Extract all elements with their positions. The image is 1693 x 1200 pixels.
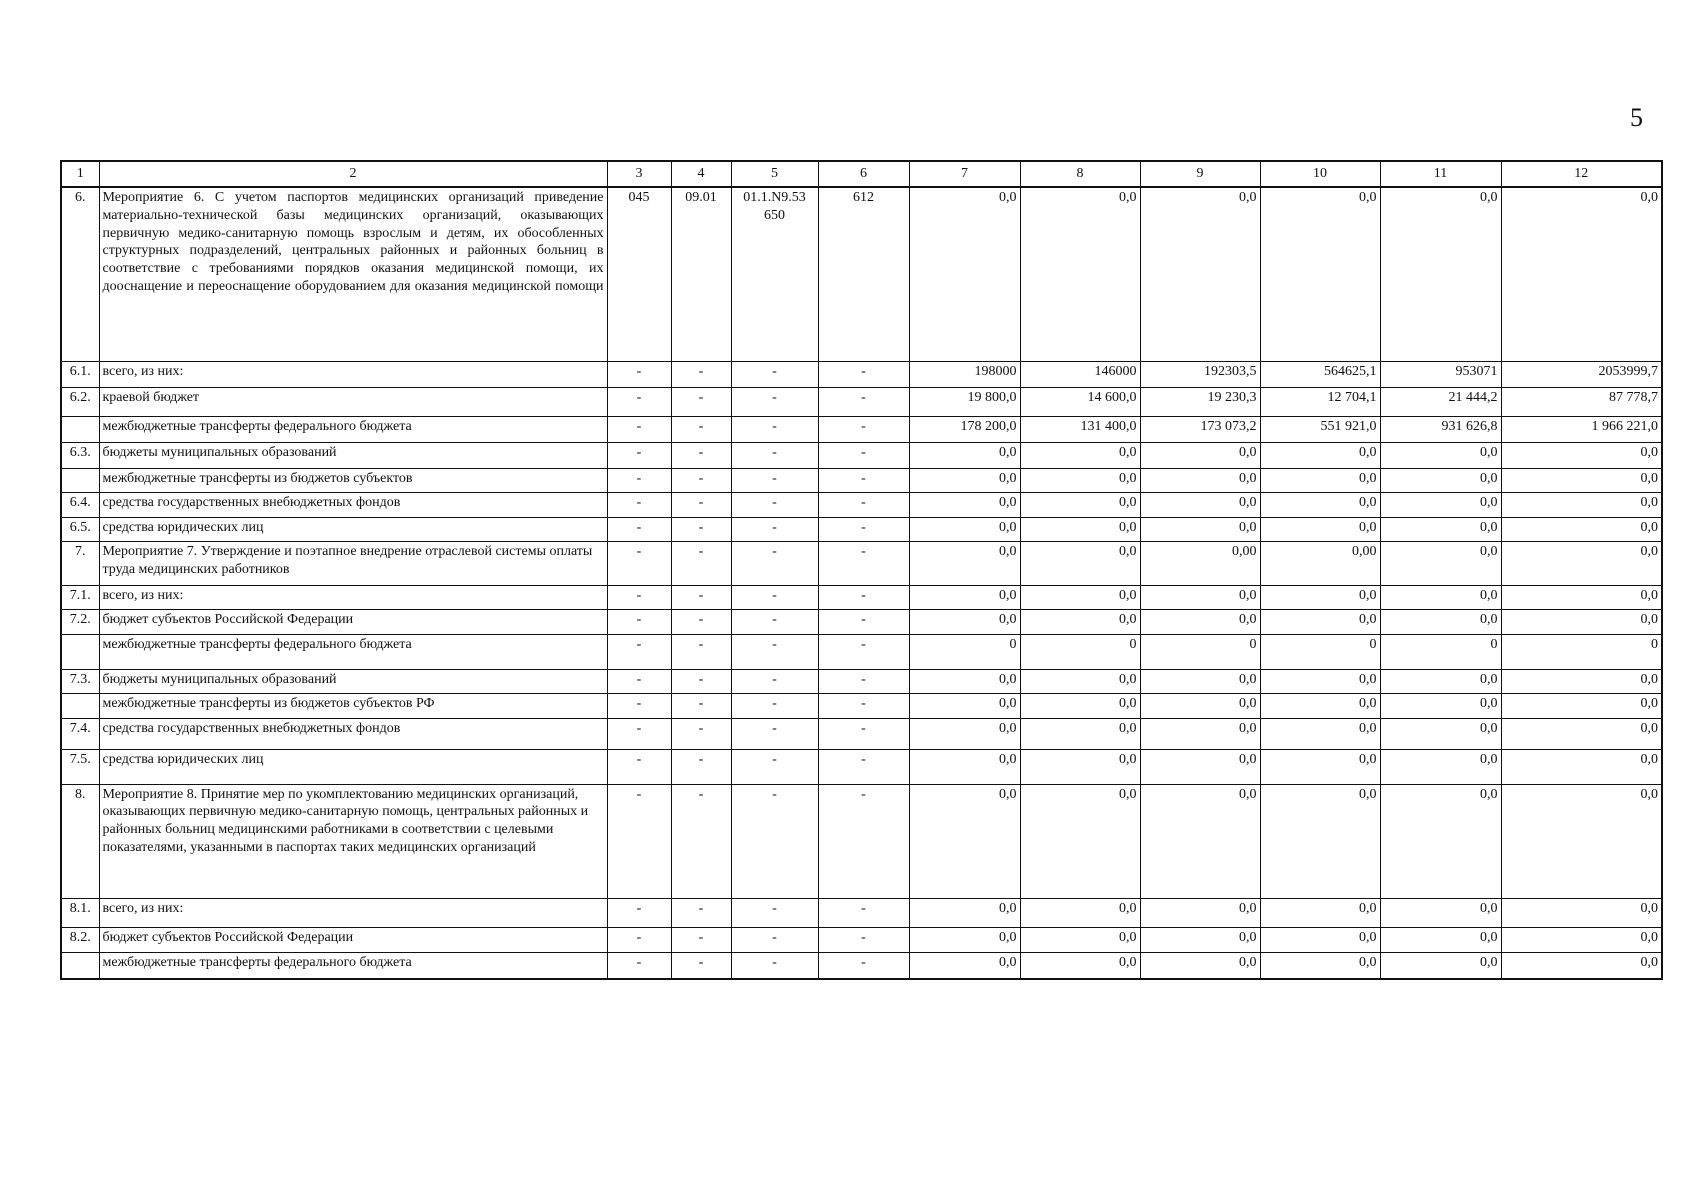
row-name: бюджет субъектов Российской Федерации xyxy=(99,609,607,634)
table-row xyxy=(61,469,1662,493)
value-cell: 0,0 xyxy=(1380,928,1501,953)
value-cell: 0,0 xyxy=(1501,542,1662,586)
value-cell: 0,0 xyxy=(1380,609,1501,634)
table-row xyxy=(61,898,1662,927)
row-number: 7.3. xyxy=(61,670,99,694)
table-row xyxy=(61,585,1662,609)
target-article-cell: - xyxy=(731,953,818,979)
section-code-cell: - xyxy=(671,719,731,749)
value-cell: 1 966 221,0 xyxy=(1501,417,1662,443)
section-code-cell: - xyxy=(671,953,731,979)
value-cell: 0,0 xyxy=(909,585,1020,609)
row-name: Мероприятие 8. Принятие мер по укомплектованию медицинских организаций, оказывающих первичную медико-санитарную помощь, центральных районных и районных больниц медицинскими работниками в соответствии с целевыми показателями, указанными в паспортах таких медицинских организаций xyxy=(99,784,607,898)
target-article-cell: - xyxy=(731,719,818,749)
value-cell: 0,0 xyxy=(1380,898,1501,927)
expense-type-cell: - xyxy=(818,784,909,898)
table-row xyxy=(61,443,1662,469)
expense-type-cell: - xyxy=(818,361,909,387)
column-header: 10 xyxy=(1260,161,1380,187)
table-row xyxy=(61,493,1662,518)
table-row xyxy=(61,417,1662,443)
value-cell: 0,0 xyxy=(1260,953,1380,979)
gov-code-cell: - xyxy=(607,417,671,443)
section-code-cell: - xyxy=(671,469,731,493)
value-cell: 0,00 xyxy=(1260,542,1380,586)
value-cell: 0,0 xyxy=(1260,694,1380,719)
gov-code-cell: - xyxy=(607,518,671,542)
row-number: 7.1. xyxy=(61,585,99,609)
table-row xyxy=(61,928,1662,953)
section-code-cell: - xyxy=(671,898,731,927)
gov-code-cell: - xyxy=(607,634,671,670)
gov-code-cell: - xyxy=(607,719,671,749)
value-cell: 131 400,0 xyxy=(1020,417,1140,443)
row-number: 6. xyxy=(61,187,99,361)
value-cell: 0,0 xyxy=(1501,493,1662,518)
value-cell: 0,0 xyxy=(1020,953,1140,979)
gov-code-cell: - xyxy=(607,387,671,416)
value-cell: 173 073,2 xyxy=(1140,417,1260,443)
gov-code-cell: - xyxy=(607,784,671,898)
row-name: бюджет субъектов Российской Федерации xyxy=(99,928,607,953)
value-cell: 14 600,0 xyxy=(1020,387,1140,416)
column-header: 7 xyxy=(909,161,1020,187)
value-cell: 0 xyxy=(1020,634,1140,670)
row-name: межбюджетные трансферты федерального бюджета xyxy=(99,417,607,443)
value-cell: 0,0 xyxy=(1380,493,1501,518)
value-cell: 0,0 xyxy=(1501,518,1662,542)
value-cell: 0,0 xyxy=(1501,898,1662,927)
table-row xyxy=(61,518,1662,542)
value-cell: 0,0 xyxy=(1140,719,1260,749)
value-cell: 0,0 xyxy=(1020,585,1140,609)
value-cell: 0,0 xyxy=(1380,749,1501,784)
section-code-cell: - xyxy=(671,784,731,898)
target-article-cell: - xyxy=(731,928,818,953)
table-row xyxy=(61,749,1662,784)
value-cell: 0,0 xyxy=(1140,493,1260,518)
column-header: 9 xyxy=(1140,161,1260,187)
value-cell: 0,0 xyxy=(1380,187,1501,361)
value-cell: 19 800,0 xyxy=(909,387,1020,416)
value-cell: 0,0 xyxy=(909,609,1020,634)
value-cell: 0,0 xyxy=(1260,749,1380,784)
section-code-cell: - xyxy=(671,493,731,518)
row-name: средства государственных внебюджетных фондов xyxy=(99,493,607,518)
row-name: краевой бюджет xyxy=(99,387,607,416)
expense-type-cell: - xyxy=(818,719,909,749)
value-cell: 0,0 xyxy=(1380,719,1501,749)
section-code-cell: 09.01 xyxy=(671,187,731,361)
gov-code-cell: - xyxy=(607,469,671,493)
row-number: 8. xyxy=(61,784,99,898)
row-name: всего, из них: xyxy=(99,585,607,609)
row-name: межбюджетные трансферты из бюджетов субъектов xyxy=(99,469,607,493)
value-cell: 0,0 xyxy=(1501,953,1662,979)
table-row xyxy=(61,719,1662,749)
value-cell: 0,0 xyxy=(1260,469,1380,493)
value-cell: 0,0 xyxy=(1020,518,1140,542)
target-article-cell: - xyxy=(731,518,818,542)
value-cell: 0,0 xyxy=(909,749,1020,784)
value-cell: 0,0 xyxy=(1380,469,1501,493)
row-number: 7. xyxy=(61,542,99,586)
value-cell: 0,0 xyxy=(1140,609,1260,634)
row-number: 6.4. xyxy=(61,493,99,518)
value-cell: 0,0 xyxy=(1140,953,1260,979)
value-cell: 0,0 xyxy=(1380,542,1501,586)
column-header: 5 xyxy=(731,161,818,187)
table-row xyxy=(61,634,1662,670)
row-name: средства юридических лиц xyxy=(99,749,607,784)
section-code-cell: - xyxy=(671,518,731,542)
row-name: межбюджетные трансферты федерального бюджета xyxy=(99,953,607,979)
row-number: 7.5. xyxy=(61,749,99,784)
value-cell: 0,0 xyxy=(1260,443,1380,469)
value-cell: 0,0 xyxy=(909,898,1020,927)
section-code-cell: - xyxy=(671,609,731,634)
value-cell: 0,0 xyxy=(1501,609,1662,634)
value-cell: 0,0 xyxy=(1380,953,1501,979)
value-cell: 0,0 xyxy=(1140,187,1260,361)
expense-type-cell: - xyxy=(818,694,909,719)
value-cell: 0,0 xyxy=(909,493,1020,518)
expense-type-cell: 612 xyxy=(818,187,909,361)
value-cell: 0,0 xyxy=(1260,493,1380,518)
value-cell: 12 704,1 xyxy=(1260,387,1380,416)
value-cell: 0 xyxy=(1260,634,1380,670)
row-number: 7.4. xyxy=(61,719,99,749)
value-cell: 0 xyxy=(909,634,1020,670)
value-cell: 0,0 xyxy=(1020,670,1140,694)
column-header: 12 xyxy=(1501,161,1662,187)
row-name: бюджеты муниципальных образований xyxy=(99,443,607,469)
value-cell: 21 444,2 xyxy=(1380,387,1501,416)
target-article-cell: - xyxy=(731,493,818,518)
value-cell: 0,0 xyxy=(1020,443,1140,469)
value-cell: 0,0 xyxy=(1020,609,1140,634)
value-cell: 0,0 xyxy=(1380,784,1501,898)
table-row xyxy=(61,387,1662,416)
row-number xyxy=(61,953,99,979)
row-number: 8.1. xyxy=(61,898,99,927)
expense-type-cell: - xyxy=(818,609,909,634)
budget-table xyxy=(60,160,1663,980)
table-row xyxy=(61,784,1662,898)
row-number: 6.2. xyxy=(61,387,99,416)
expense-type-cell: - xyxy=(818,585,909,609)
target-article-cell: - xyxy=(731,417,818,443)
row-name: всего, из них: xyxy=(99,361,607,387)
target-article-cell: - xyxy=(731,585,818,609)
value-cell: 0,0 xyxy=(1140,670,1260,694)
value-cell: 0,0 xyxy=(1260,585,1380,609)
value-cell: 2053999,7 xyxy=(1501,361,1662,387)
value-cell: 931 626,8 xyxy=(1380,417,1501,443)
value-cell: 0,0 xyxy=(1501,719,1662,749)
value-cell: 0,0 xyxy=(1260,609,1380,634)
value-cell: 192303,5 xyxy=(1140,361,1260,387)
value-cell: 0,0 xyxy=(1501,694,1662,719)
value-cell: 0,0 xyxy=(1380,670,1501,694)
value-cell: 0,0 xyxy=(909,443,1020,469)
section-code-cell: - xyxy=(671,585,731,609)
row-name: Мероприятие 7. Утверждение и поэтапное внедрение отраслевой системы оплаты труда медицинских работников xyxy=(99,542,607,586)
gov-code-cell: - xyxy=(607,361,671,387)
section-code-cell: - xyxy=(671,670,731,694)
value-cell: 0,0 xyxy=(1501,443,1662,469)
expense-type-cell: - xyxy=(818,493,909,518)
value-cell: 0,0 xyxy=(909,542,1020,586)
gov-code-cell: 045 xyxy=(607,187,671,361)
column-header: 4 xyxy=(671,161,731,187)
target-article-cell: - xyxy=(731,542,818,586)
table-row xyxy=(61,670,1662,694)
table-row xyxy=(61,361,1662,387)
table-body xyxy=(61,187,1662,979)
value-cell: 0,0 xyxy=(1501,749,1662,784)
value-cell: 0,0 xyxy=(1260,518,1380,542)
expense-type-cell: - xyxy=(818,542,909,586)
section-code-cell: - xyxy=(671,694,731,719)
gov-code-cell: - xyxy=(607,898,671,927)
value-cell: 0,0 xyxy=(1140,469,1260,493)
value-cell: 0,0 xyxy=(909,670,1020,694)
value-cell: 19 230,3 xyxy=(1140,387,1260,416)
target-article-cell: - xyxy=(731,443,818,469)
value-cell: 0,0 xyxy=(1380,518,1501,542)
target-article-cell: 01.1.N9.53 650 xyxy=(731,187,818,361)
section-code-cell: - xyxy=(671,443,731,469)
row-name: межбюджетные трансферты федерального бюджета xyxy=(99,634,607,670)
column-header: 8 xyxy=(1020,161,1140,187)
expense-type-cell: - xyxy=(818,953,909,979)
column-header: 11 xyxy=(1380,161,1501,187)
value-cell: 0,0 xyxy=(1380,585,1501,609)
row-name: средства государственных внебюджетных фондов xyxy=(99,719,607,749)
value-cell: 0,0 xyxy=(1020,784,1140,898)
value-cell: 0,0 xyxy=(1020,187,1140,361)
value-cell: 0,0 xyxy=(1501,187,1662,361)
gov-code-cell: - xyxy=(607,443,671,469)
expense-type-cell: - xyxy=(818,387,909,416)
section-code-cell: - xyxy=(671,928,731,953)
value-cell: 0,00 xyxy=(1140,542,1260,586)
value-cell: 0,0 xyxy=(1501,585,1662,609)
value-cell: 0,0 xyxy=(1380,443,1501,469)
row-number xyxy=(61,469,99,493)
value-cell: 0,0 xyxy=(1260,719,1380,749)
value-cell: 87 778,7 xyxy=(1501,387,1662,416)
gov-code-cell: - xyxy=(607,953,671,979)
target-article-cell: - xyxy=(731,469,818,493)
value-cell: 0,0 xyxy=(1260,187,1380,361)
expense-type-cell: - xyxy=(818,670,909,694)
value-cell: 0 xyxy=(1501,634,1662,670)
table-row xyxy=(61,694,1662,719)
section-code-cell: - xyxy=(671,417,731,443)
target-article-cell: - xyxy=(731,634,818,670)
value-cell: 0,0 xyxy=(1140,694,1260,719)
value-cell: 146000 xyxy=(1020,361,1140,387)
value-cell: 0,0 xyxy=(909,518,1020,542)
expense-type-cell: - xyxy=(818,634,909,670)
row-number: 7.2. xyxy=(61,609,99,634)
value-cell: 0,0 xyxy=(909,469,1020,493)
value-cell: 0,0 xyxy=(1501,928,1662,953)
table-row xyxy=(61,187,1662,361)
value-cell: 0,0 xyxy=(1501,469,1662,493)
gov-code-cell: - xyxy=(607,749,671,784)
column-header: 3 xyxy=(607,161,671,187)
value-cell: 0,0 xyxy=(1260,898,1380,927)
row-name: Мероприятие 6. С учетом паспортов медицинских организаций приведение материально-технической базы медицинских организаций, оказывающих первичную медико-санитарную помощь взрослым и детям, их обособленных структурных подразделений, центральных районных и районных больниц в соответствие с требованиями порядков оказания медицинской помощи, их дооснащение и переоснащение оборудованием для оказания медицинской помощи xyxy=(99,187,607,361)
column-header: 2 xyxy=(99,161,607,187)
row-number: 6.1. xyxy=(61,361,99,387)
value-cell: 0,0 xyxy=(1260,784,1380,898)
row-number: 6.3. xyxy=(61,443,99,469)
gov-code-cell: - xyxy=(607,928,671,953)
value-cell: 0,0 xyxy=(1140,585,1260,609)
value-cell: 551 921,0 xyxy=(1260,417,1380,443)
value-cell: 0,0 xyxy=(1260,928,1380,953)
row-name: бюджеты муниципальных образований xyxy=(99,670,607,694)
column-header: 1 xyxy=(61,161,99,187)
value-cell: 0,0 xyxy=(1020,469,1140,493)
expense-type-cell: - xyxy=(818,749,909,784)
section-code-cell: - xyxy=(671,749,731,784)
value-cell: 0,0 xyxy=(1020,749,1140,784)
page-number: 5 xyxy=(1630,103,1643,132)
value-cell: 0,0 xyxy=(909,694,1020,719)
gov-code-cell: - xyxy=(607,670,671,694)
row-name: межбюджетные трансферты из бюджетов субъектов РФ xyxy=(99,694,607,719)
table-row xyxy=(61,953,1662,979)
value-cell: 0,0 xyxy=(1020,719,1140,749)
value-cell: 0,0 xyxy=(909,784,1020,898)
gov-code-cell: - xyxy=(607,585,671,609)
value-cell: 0 xyxy=(1140,634,1260,670)
row-number xyxy=(61,694,99,719)
value-cell: 0,0 xyxy=(1140,749,1260,784)
row-number: 8.2. xyxy=(61,928,99,953)
value-cell: 0,0 xyxy=(1501,670,1662,694)
value-cell: 0,0 xyxy=(1020,898,1140,927)
target-article-cell: - xyxy=(731,670,818,694)
target-article-cell: - xyxy=(731,898,818,927)
section-code-cell: - xyxy=(671,387,731,416)
value-cell: 0,0 xyxy=(1380,694,1501,719)
value-cell: 0,0 xyxy=(1020,694,1140,719)
value-cell: 953071 xyxy=(1380,361,1501,387)
section-code-cell: - xyxy=(671,542,731,586)
value-cell: 564625,1 xyxy=(1260,361,1380,387)
expense-type-cell: - xyxy=(818,518,909,542)
section-code-cell: - xyxy=(671,361,731,387)
value-cell: 0,0 xyxy=(1260,670,1380,694)
expense-type-cell: - xyxy=(818,417,909,443)
value-cell: 0,0 xyxy=(909,953,1020,979)
row-name: средства юридических лиц xyxy=(99,518,607,542)
column-number-row xyxy=(61,161,1662,187)
value-cell: 0,0 xyxy=(1501,784,1662,898)
target-article-cell: - xyxy=(731,784,818,898)
target-article-cell: - xyxy=(731,694,818,719)
target-article-cell: - xyxy=(731,387,818,416)
expense-type-cell: - xyxy=(818,898,909,927)
value-cell: 0,0 xyxy=(1140,928,1260,953)
expense-type-cell: - xyxy=(818,469,909,493)
target-article-cell: - xyxy=(731,749,818,784)
value-cell: 178 200,0 xyxy=(909,417,1020,443)
target-article-cell: - xyxy=(731,361,818,387)
value-cell: 0,0 xyxy=(909,719,1020,749)
row-number xyxy=(61,634,99,670)
expense-type-cell: - xyxy=(818,928,909,953)
value-cell: 0,0 xyxy=(1140,443,1260,469)
value-cell: 0,0 xyxy=(1020,542,1140,586)
row-number: 6.5. xyxy=(61,518,99,542)
value-cell: 0,0 xyxy=(1140,898,1260,927)
table-row xyxy=(61,609,1662,634)
gov-code-cell: - xyxy=(607,694,671,719)
expense-type-cell: - xyxy=(818,443,909,469)
value-cell: 0,0 xyxy=(1140,784,1260,898)
value-cell: 0,0 xyxy=(1020,493,1140,518)
row-name: всего, из них: xyxy=(99,898,607,927)
gov-code-cell: - xyxy=(607,493,671,518)
value-cell: 0,0 xyxy=(909,187,1020,361)
value-cell: 0,0 xyxy=(1140,518,1260,542)
value-cell: 0,0 xyxy=(909,928,1020,953)
value-cell: 0 xyxy=(1380,634,1501,670)
row-number xyxy=(61,417,99,443)
gov-code-cell: - xyxy=(607,609,671,634)
section-code-cell: - xyxy=(671,634,731,670)
value-cell: 198000 xyxy=(909,361,1020,387)
target-article-cell: - xyxy=(731,609,818,634)
table-row xyxy=(61,542,1662,586)
value-cell: 0,0 xyxy=(1020,928,1140,953)
column-header: 6 xyxy=(818,161,909,187)
gov-code-cell: - xyxy=(607,542,671,586)
